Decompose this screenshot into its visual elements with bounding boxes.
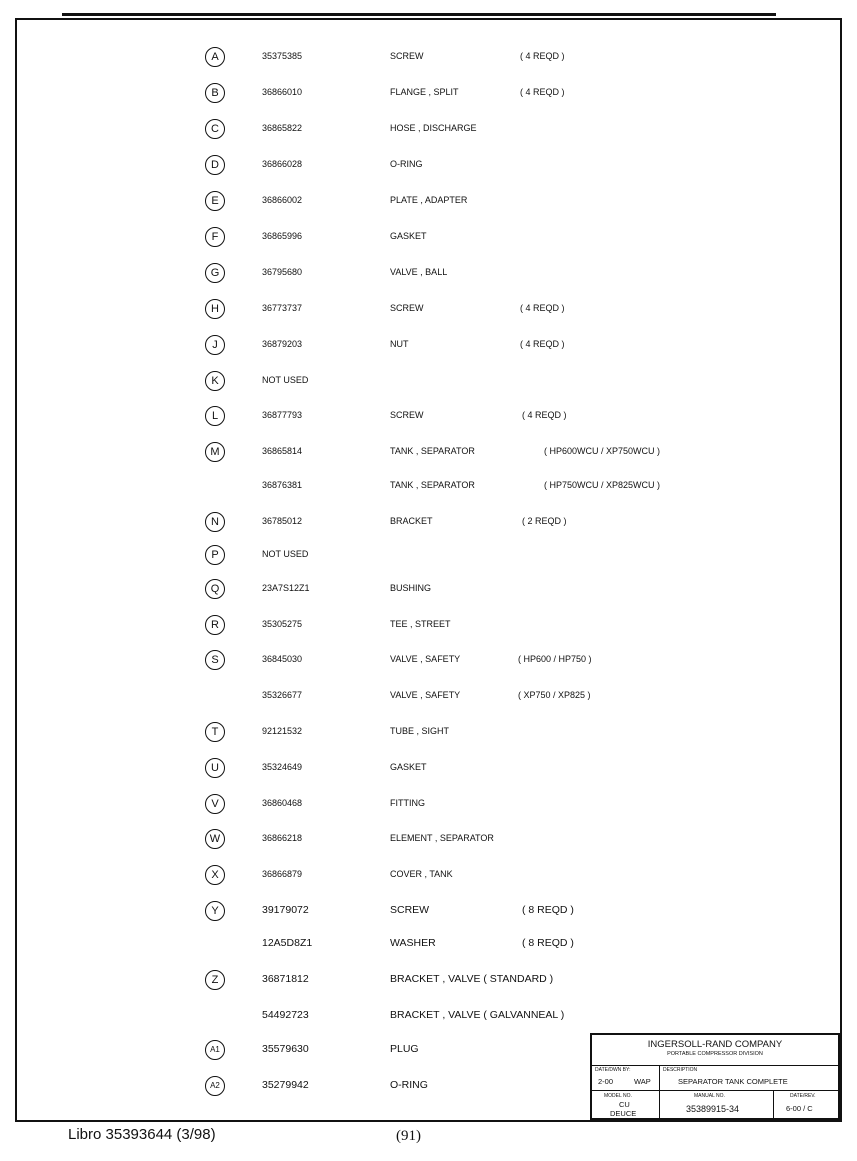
description-label: DESCRIPTION <box>663 1067 698 1073</box>
item-letter-badge: T <box>205 722 225 742</box>
item-letter-badge: B <box>205 83 225 103</box>
parts-row <box>17 263 840 285</box>
parts-row <box>17 299 840 321</box>
part-description: BRACKET , VALVE ( GALVANNEAL ) <box>390 1009 565 1021</box>
item-letter-badge: N <box>205 512 225 532</box>
item-letter-badge: G <box>205 263 225 283</box>
part-description: FITTING <box>390 798 425 808</box>
part-number: 36866218 <box>262 833 303 843</box>
part-number: 35579630 <box>262 1043 309 1055</box>
parts-row <box>17 934 840 956</box>
item-letter-badge: Y <box>205 901 225 921</box>
part-number: NOT USED <box>262 375 309 385</box>
parts-row <box>17 794 840 816</box>
part-description: NUT <box>390 339 409 349</box>
part-number: 35324649 <box>262 762 303 772</box>
part-number: 36773737 <box>262 303 303 313</box>
company-name: INGERSOLL-RAND COMPANY <box>647 1039 783 1050</box>
title-block-company-cell <box>592 1035 838 1066</box>
part-number: NOT USED <box>262 549 309 559</box>
manual-label: MANUAL NO. <box>694 1093 725 1099</box>
rev-value: 6-00 / C <box>786 1104 813 1113</box>
part-number: 36866879 <box>262 869 303 879</box>
part-description: VALVE , SAFETY <box>390 690 461 700</box>
item-letter-badge: D <box>205 155 225 175</box>
part-description: TANK , SEPARATOR <box>390 480 475 490</box>
item-letter-badge: C <box>205 119 225 139</box>
part-description: TANK , SEPARATOR <box>390 446 475 456</box>
part-note: ( 4 REQD ) <box>520 51 565 61</box>
item-letter-badge: Z <box>205 970 225 990</box>
model-line2: DEUCE <box>610 1109 637 1118</box>
part-number: 12A5D8Z1 <box>262 937 313 949</box>
part-description: GASKET <box>390 231 427 241</box>
part-note: ( 4 REQD ) <box>520 87 565 97</box>
part-number: 36866010 <box>262 87 303 97</box>
part-number: 36879203 <box>262 339 303 349</box>
part-description: VALVE , SAFETY <box>390 654 461 664</box>
item-letter-badge: H <box>205 299 225 319</box>
item-letter-badge: L <box>205 406 225 426</box>
part-note: ( HP600 / HP750 ) <box>518 654 592 664</box>
footer-page-number: (91) <box>396 1128 421 1144</box>
part-description: BRACKET <box>390 516 433 526</box>
item-letter-badge: M <box>205 442 225 462</box>
item-letter-badge: A1 <box>205 1040 225 1060</box>
parts-row <box>17 512 840 534</box>
parts-row <box>17 758 840 780</box>
date-cell <box>592 1065 660 1091</box>
parts-row <box>17 970 840 992</box>
parts-row <box>17 335 840 357</box>
parts-row <box>17 686 840 708</box>
part-note: ( XP750 / XP825 ) <box>518 690 591 700</box>
part-number: 36877793 <box>262 410 303 420</box>
part-description: SCREW <box>390 303 424 313</box>
parts-row <box>17 829 840 851</box>
item-letter-badge: R <box>205 615 225 635</box>
part-note: ( 8 REQD ) <box>522 904 574 916</box>
part-number: 36785012 <box>262 516 303 526</box>
parts-row <box>17 545 840 567</box>
parts-row <box>17 442 840 464</box>
part-description: TEE , STREET <box>390 619 451 629</box>
date-value: 2-00 <box>598 1077 614 1086</box>
part-number: 36865814 <box>262 446 303 456</box>
item-letter-badge: J <box>205 335 225 355</box>
parts-row <box>17 191 840 213</box>
description-cell <box>660 1065 838 1091</box>
parts-row <box>17 371 840 393</box>
part-number: 35279942 <box>262 1079 309 1091</box>
part-description: SCREW <box>390 410 424 420</box>
part-description: O-RING <box>390 159 423 169</box>
part-description: TUBE , SIGHT <box>390 726 450 736</box>
part-description: ELEMENT , SEPARATOR <box>390 833 494 843</box>
item-letter-badge: K <box>205 371 225 391</box>
part-number: 36860468 <box>262 798 303 808</box>
top-rule <box>62 13 776 16</box>
part-description: PLATE , ADAPTER <box>390 195 468 205</box>
part-description: O-RING <box>390 1079 428 1091</box>
parts-row <box>17 476 840 498</box>
page-frame <box>15 18 842 1122</box>
rev-cell <box>774 1091 838 1120</box>
part-note: ( 4 REQD ) <box>520 303 565 313</box>
item-letter-badge: V <box>205 794 225 814</box>
item-letter-badge: U <box>205 758 225 778</box>
item-letter-badge: A2 <box>205 1076 225 1096</box>
parts-row <box>17 83 840 105</box>
parts-row <box>17 722 840 744</box>
parts-row <box>17 865 840 887</box>
part-description: GASKET <box>390 762 427 772</box>
description-value: SEPARATOR TANK COMPLETE <box>678 1077 788 1086</box>
part-description: FLANGE , SPLIT <box>390 87 459 97</box>
parts-row <box>17 1006 840 1028</box>
part-note: ( 8 REQD ) <box>522 937 574 949</box>
model-cell <box>592 1091 660 1120</box>
parts-row <box>17 579 840 601</box>
rev-label: DATE/REV. <box>790 1093 816 1099</box>
parts-row <box>17 227 840 249</box>
part-number: 36876381 <box>262 480 303 490</box>
division-name: PORTABLE COMPRESSOR DIVISION <box>667 1051 763 1057</box>
part-description: PLUG <box>390 1043 419 1055</box>
item-letter-badge: E <box>205 191 225 211</box>
item-letter-badge: P <box>205 545 225 565</box>
model-label: MODEL NO. <box>604 1093 632 1099</box>
part-number: 36865822 <box>262 123 303 133</box>
parts-row <box>17 47 840 69</box>
manual-cell <box>660 1091 774 1120</box>
part-note: ( 4 REQD ) <box>520 339 565 349</box>
part-description: BRACKET , VALVE ( STANDARD ) <box>390 973 554 985</box>
manual-value: 35389915-34 <box>686 1104 740 1114</box>
part-description: SCREW <box>390 904 430 916</box>
part-number: 23A7S12Z1 <box>262 583 310 593</box>
part-number: 36865996 <box>262 231 303 241</box>
part-note: ( 2 REQD ) <box>522 516 567 526</box>
part-description: SCREW <box>390 51 424 61</box>
drawn-by-value: WAP <box>634 1077 651 1086</box>
item-letter-badge: Q <box>205 579 225 599</box>
part-description: VALVE , BALL <box>390 267 448 277</box>
part-number: 39179072 <box>262 904 309 916</box>
part-number: 35326677 <box>262 690 303 700</box>
part-number: 36795680 <box>262 267 303 277</box>
item-letter-badge: X <box>205 865 225 885</box>
part-description: COVER , TANK <box>390 869 453 879</box>
part-number: 36866028 <box>262 159 303 169</box>
part-number: 36866002 <box>262 195 303 205</box>
part-number: 35375385 <box>262 51 303 61</box>
part-number: 36871812 <box>262 973 309 985</box>
part-note: ( HP600WCU / XP750WCU ) <box>544 446 661 456</box>
item-letter-badge: S <box>205 650 225 670</box>
parts-row <box>17 119 840 141</box>
model-line1: CU <box>619 1100 630 1109</box>
part-note: ( 4 REQD ) <box>522 410 567 420</box>
item-letter-badge: A <box>205 47 225 67</box>
part-number: 35305275 <box>262 619 303 629</box>
part-description: HOSE , DISCHARGE <box>390 123 477 133</box>
part-number: 36845030 <box>262 654 303 664</box>
parts-row <box>17 615 840 637</box>
part-description: BUSHING <box>390 583 432 593</box>
part-description: WASHER <box>390 937 436 949</box>
date-label: DATE/DWN BY: <box>595 1067 631 1073</box>
part-note: ( HP750WCU / XP825WCU ) <box>544 480 661 490</box>
footer-book-reference: Libro 35393644 (3/98) <box>68 1126 216 1143</box>
item-letter-badge: F <box>205 227 225 247</box>
part-number: 92121532 <box>262 726 303 736</box>
item-letter-badge: W <box>205 829 225 849</box>
parts-row <box>17 406 840 428</box>
title-block <box>590 1033 840 1120</box>
parts-row <box>17 650 840 672</box>
part-number: 54492723 <box>262 1009 309 1021</box>
parts-row <box>17 155 840 177</box>
parts-row <box>17 901 840 923</box>
